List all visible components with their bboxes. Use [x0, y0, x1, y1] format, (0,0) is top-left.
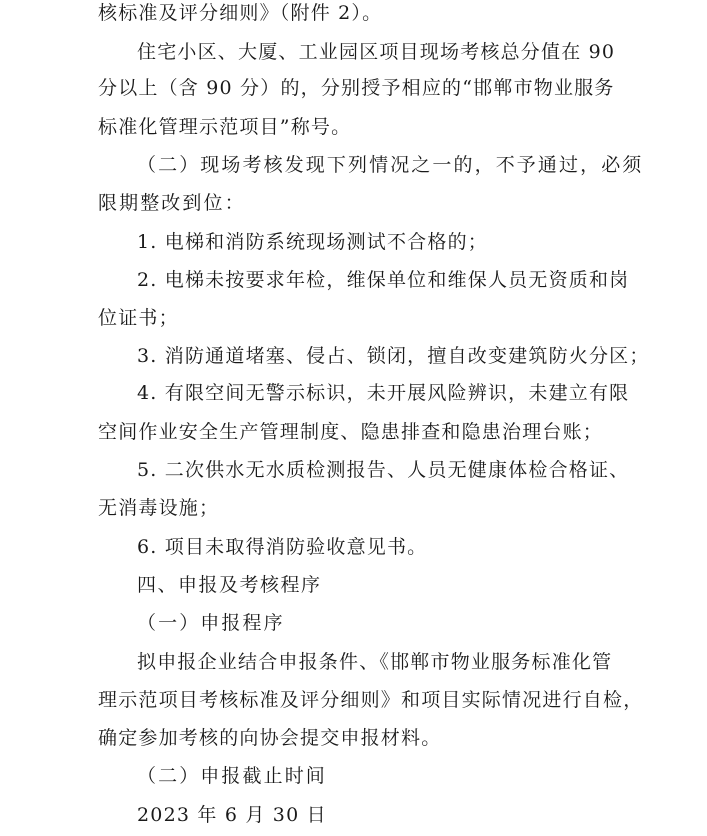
subheading-deadline: （二）申报截止时间	[137, 765, 327, 787]
text-line-1: 核标准及评分细则》（附件 2）。	[98, 2, 383, 24]
list-item-2-cont: 位证书；	[98, 307, 179, 329]
list-item-4: 4. 有限空间无警示标识，未开展风险辨识，未建立有限	[137, 382, 630, 404]
subheading-2: （二）现场考核发现下列情况之一的，不予通过，必须	[137, 154, 644, 176]
list-item-3: 3. 消防通道堵塞、侵占、锁闭，擅自改变建筑防火分区；	[137, 345, 650, 367]
list-item-1: 1. 电梯和消防系统现场测试不合格的；	[137, 231, 488, 253]
text-line-19: 理示范项目考核标准及评分细则》和项目实际情况进行自检，	[98, 689, 644, 711]
list-item-4-cont: 空间作业安全生产管理制度、隐患排查和隐患治理台账；	[98, 421, 604, 443]
list-item-5: 5. 二次供水无水质检测报告、人员无健康体检合格证、	[137, 459, 630, 481]
subheading-1: （一）申报程序	[137, 612, 285, 634]
text-line-4: 标准化管理示范项目”称号。	[98, 116, 352, 138]
list-item-5-cont: 无消毒设施；	[98, 497, 220, 519]
text-line-3: 分以上（含 90 分）的，分别授予相应的“邯郸市物业服务	[98, 77, 615, 99]
list-item-6: 6. 项目未取得消防验收意见书。	[137, 536, 428, 558]
text-line-18: 拟申报企业结合申报条件、《邯郸市物业服务标准化管	[137, 651, 613, 673]
text-line-2: 住宅小区、大厦、工业园区项目现场考核总分值在 90	[137, 41, 616, 63]
section-heading-4: 四、申报及考核程序	[137, 574, 322, 596]
text-line-20: 确定参加考核的向协会提交申报材料。	[98, 727, 442, 749]
list-item-2: 2. 电梯未按要求年检，维保单位和维保人员无资质和岗	[137, 269, 630, 291]
deadline-date: 2023 年 6 月 30 日	[137, 804, 327, 826]
text-line-6: 限期整改到位：	[98, 192, 246, 214]
